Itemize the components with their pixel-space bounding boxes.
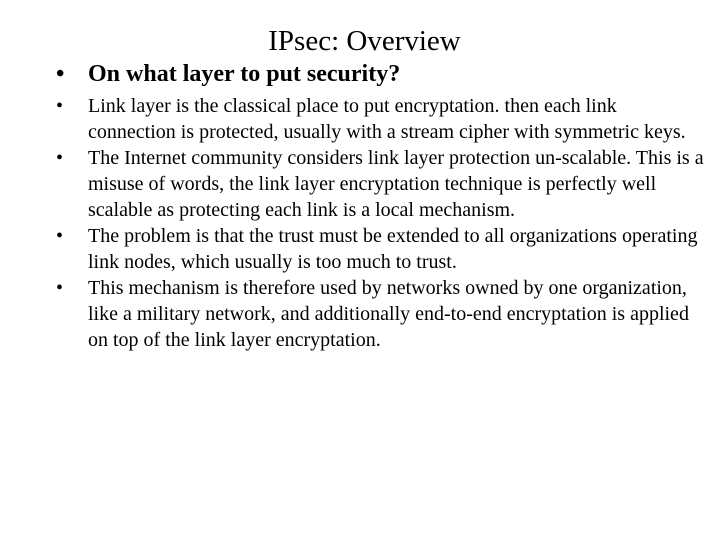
list-item-text: The Internet community considers link layer protection un-scalable. This is a misuse of words, the link layer encryptation technique is perfectly well scalable as protecting each link is a local mechanism.	[88, 147, 704, 221]
list-item	[56, 223, 706, 275]
list-item-text: The problem is that the trust must be extended to all organizations operating link nodes, which usually is too much to trust.	[88, 225, 698, 273]
list-item-text: Link layer is the classical place to put encryptation. then each link connection is protected, usually with a stream cipher with symmetric keys.	[88, 95, 686, 143]
list-item	[56, 145, 706, 223]
bullet-icon: •	[56, 95, 64, 117]
bullet-icon: •	[56, 225, 64, 247]
slide-title: IPsec: Overview	[268, 25, 461, 57]
bullet-icon: •	[56, 61, 65, 87]
bullet-icon: •	[56, 277, 64, 299]
heading-text: On what layer to put security?	[88, 61, 401, 87]
list-item	[56, 275, 706, 353]
list-item-text: This mechanism is therefore used by networks owned by one organization, like a military network, and additionally end-to-end encryptation is applied on top of the link layer encryptation.	[88, 277, 689, 351]
list-item	[56, 93, 706, 145]
bullet-icon: •	[56, 147, 64, 169]
slide-heading	[56, 59, 706, 89]
bullet-list	[56, 93, 706, 353]
